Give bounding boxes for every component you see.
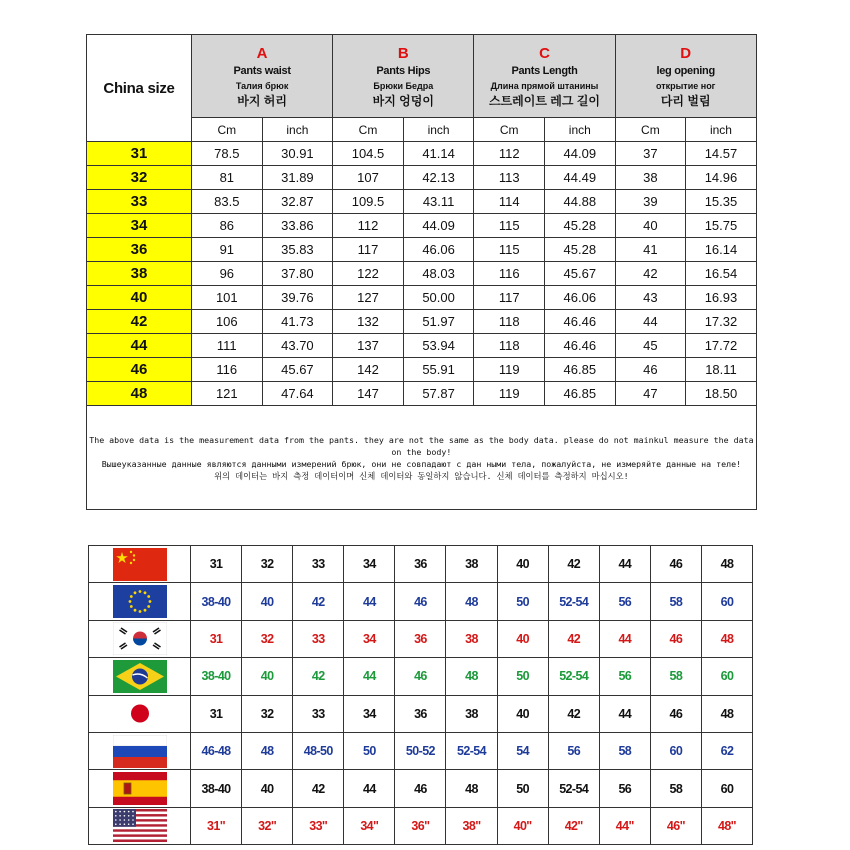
converted-size-cell: 38	[446, 695, 497, 732]
converted-size-cell: 32	[242, 546, 293, 583]
unit-header: inch	[545, 118, 616, 142]
converted-size-cell: 60	[701, 583, 752, 620]
group-label-en: Pants Hips	[376, 65, 431, 77]
converted-size-cell: 32"	[242, 807, 293, 844]
measurement-cell: 17.32	[686, 310, 757, 334]
converted-size-cell: 52-54	[548, 770, 599, 807]
measurement-cell: 119	[474, 382, 545, 406]
converted-size-cell: 58	[599, 732, 650, 769]
conversion-row	[89, 695, 753, 732]
measurement-cell: 37	[615, 142, 686, 166]
conversion-row	[89, 807, 753, 844]
spain-flag-icon	[113, 772, 167, 805]
converted-size-cell: 40	[242, 583, 293, 620]
size-row	[87, 382, 757, 406]
measurement-cell: 16.14	[686, 238, 757, 262]
size-row	[87, 334, 757, 358]
measurement-cell: 43	[615, 286, 686, 310]
group-label-en: Pants Length	[511, 65, 578, 77]
converted-size-cell: 42"	[548, 807, 599, 844]
measurement-cell: 46	[615, 358, 686, 382]
measurement-cell: 114	[474, 190, 545, 214]
china-flag-icon	[113, 548, 167, 581]
measurement-cell: 45.67	[262, 358, 333, 382]
converted-size-cell: 50	[497, 770, 548, 807]
china-size-cell: 34	[87, 214, 192, 238]
measurement-cell: 46.06	[545, 286, 616, 310]
flag-cell	[89, 732, 191, 769]
converted-size-cell: 44	[344, 658, 395, 695]
group-letter: B	[397, 45, 409, 62]
china-size-cell: 44	[87, 334, 192, 358]
measurement-note	[87, 406, 757, 510]
country-size-conversion-table	[88, 545, 753, 845]
converted-size-cell: 38-40	[191, 770, 242, 807]
converted-size-cell: 60	[701, 658, 752, 695]
converted-size-cell: 50	[497, 583, 548, 620]
converted-size-cell: 48-50	[293, 732, 344, 769]
group-letter: C	[539, 45, 550, 62]
measurement-cell: 18.50	[686, 382, 757, 406]
measurement-cell: 42	[615, 262, 686, 286]
measurement-cell: 41	[615, 238, 686, 262]
measurement-cell: 142	[333, 358, 404, 382]
size-table-body	[87, 142, 757, 406]
converted-size-cell: 38	[446, 546, 497, 583]
converted-size-cell: 52-54	[446, 732, 497, 769]
measurement-cell: 96	[192, 262, 263, 286]
eu-flag-icon	[113, 585, 167, 618]
converted-size-cell: 60	[701, 770, 752, 807]
measurement-cell: 45.67	[545, 262, 616, 286]
conversion-row	[89, 732, 753, 769]
converted-size-cell: 44	[599, 546, 650, 583]
russia-flag-icon	[113, 735, 167, 768]
measurement-cell: 55.91	[403, 358, 474, 382]
converted-size-cell: 42	[548, 695, 599, 732]
converted-size-cell: 50-52	[395, 732, 446, 769]
converted-size-cell: 32	[242, 695, 293, 732]
unit-header: Cm	[615, 118, 686, 142]
converted-size-cell: 48	[701, 620, 752, 657]
china-size-cell: 32	[87, 166, 192, 190]
converted-size-cell: 31	[191, 620, 242, 657]
china-size-cell: 38	[87, 262, 192, 286]
converted-size-cell: 48	[446, 658, 497, 695]
group-label-ru: открытие ног	[655, 81, 716, 91]
converted-size-cell: 46	[395, 583, 446, 620]
converted-size-cell: 42	[548, 620, 599, 657]
converted-size-cell: 54	[497, 732, 548, 769]
converted-size-cell: 60	[650, 732, 701, 769]
measurement-cell: 107	[333, 166, 404, 190]
measurement-cell: 117	[333, 238, 404, 262]
unit-header: Cm	[474, 118, 545, 142]
size-row	[87, 190, 757, 214]
converted-size-cell: 40	[497, 695, 548, 732]
converted-size-cell: 40"	[497, 807, 548, 844]
converted-size-cell: 34	[344, 546, 395, 583]
china-size-cell: 31	[87, 142, 192, 166]
converted-size-cell: 44	[599, 695, 650, 732]
measurement-cell: 39.76	[262, 286, 333, 310]
measurement-cell: 109.5	[333, 190, 404, 214]
converted-size-cell: 46	[395, 658, 446, 695]
unit-header: inch	[686, 118, 757, 142]
size-row	[87, 310, 757, 334]
measurement-cell: 57.87	[403, 382, 474, 406]
size-row	[87, 166, 757, 190]
measurement-cell: 46.85	[545, 358, 616, 382]
conversion-row	[89, 583, 753, 620]
group-label-ko: 스트레이트 레그 길이	[489, 94, 600, 108]
converted-size-cell: 34	[344, 620, 395, 657]
measurement-cell: 32.87	[262, 190, 333, 214]
measurement-cell: 119	[474, 358, 545, 382]
measurement-cell: 83.5	[192, 190, 263, 214]
converted-size-cell: 38-40	[191, 658, 242, 695]
group-label-ko: 바지 엉덩이	[372, 94, 434, 108]
measurement-cell: 116	[192, 358, 263, 382]
measurement-cell: 38	[615, 166, 686, 190]
group-label-ko: 다리 벌림	[660, 94, 711, 108]
converted-size-cell: 44	[599, 620, 650, 657]
measurement-cell: 46.06	[403, 238, 474, 262]
measurement-cell: 43.11	[403, 190, 474, 214]
converted-size-cell: 48	[446, 583, 497, 620]
converted-size-cell: 46	[650, 695, 701, 732]
measurement-cell: 50.00	[403, 286, 474, 310]
converted-size-cell: 36	[395, 546, 446, 583]
converted-size-cell: 38	[446, 620, 497, 657]
converted-size-cell: 52-54	[548, 658, 599, 695]
converted-size-cell: 42	[293, 658, 344, 695]
converted-size-cell: 31"	[191, 807, 242, 844]
converted-size-cell: 42	[548, 546, 599, 583]
measurement-cell: 132	[333, 310, 404, 334]
flag-cell	[89, 807, 191, 844]
converted-size-cell: 50	[497, 658, 548, 695]
conversion-table-body	[89, 546, 753, 845]
converted-size-cell: 31	[191, 546, 242, 583]
converted-size-cell: 40	[242, 770, 293, 807]
group-header-b	[333, 35, 474, 118]
measurement-cell: 121	[192, 382, 263, 406]
brazil-flag-icon	[113, 660, 167, 693]
measurement-cell: 44.09	[545, 142, 616, 166]
measurement-cell: 115	[474, 214, 545, 238]
measurement-cell: 78.5	[192, 142, 263, 166]
converted-size-cell: 42	[293, 583, 344, 620]
china-size-cell: 48	[87, 382, 192, 406]
measurement-cell: 44	[615, 310, 686, 334]
china-size-cell: 40	[87, 286, 192, 310]
converted-size-cell: 36	[395, 620, 446, 657]
converted-size-cell: 56	[599, 583, 650, 620]
note-korean: 위의 데이터는 바지 측정 데이터이며 신체 데이터와 동일하지 않습니다. 신체 데이터를 측정하지 마십시오!	[214, 470, 629, 481]
measurement-cell: 17.72	[686, 334, 757, 358]
measurement-cell: 45	[615, 334, 686, 358]
converted-size-cell: 58	[650, 770, 701, 807]
measurement-cell: 45.28	[545, 238, 616, 262]
converted-size-cell: 34"	[344, 807, 395, 844]
converted-size-cell: 33	[293, 546, 344, 583]
converted-size-cell: 56	[599, 658, 650, 695]
measurement-cell: 118	[474, 310, 545, 334]
measurement-cell: 18.11	[686, 358, 757, 382]
flag-cell	[89, 546, 191, 583]
converted-size-cell: 46	[650, 546, 701, 583]
converted-size-cell: 58	[650, 583, 701, 620]
measurement-cell: 101	[192, 286, 263, 310]
measurement-cell: 44.09	[403, 214, 474, 238]
korea-flag-icon	[113, 622, 167, 655]
measurement-cell: 106	[192, 310, 263, 334]
conversion-row	[89, 658, 753, 695]
converted-size-cell: 38-40	[191, 583, 242, 620]
group-header-c	[474, 35, 615, 118]
measurement-cell: 47.64	[262, 382, 333, 406]
converted-size-cell: 33	[293, 695, 344, 732]
converted-size-cell: 32	[242, 620, 293, 657]
measurement-cell: 44.49	[545, 166, 616, 190]
measurement-cell: 15.35	[686, 190, 757, 214]
measurement-cell: 112	[333, 214, 404, 238]
group-letter: D	[680, 45, 692, 62]
measurement-cell: 35.83	[262, 238, 333, 262]
measurement-cell: 86	[192, 214, 263, 238]
measurement-cell: 122	[333, 262, 404, 286]
group-label-ko: 바지 허리	[237, 94, 287, 108]
converted-size-cell: 46-48	[191, 732, 242, 769]
converted-size-cell: 44	[344, 770, 395, 807]
converted-size-cell: 46"	[650, 807, 701, 844]
measurement-cell: 39	[615, 190, 686, 214]
group-label-ru: Талия брюк	[235, 81, 289, 91]
group-letter: A	[256, 45, 268, 62]
flag-cell	[89, 658, 191, 695]
measurement-cell: 117	[474, 286, 545, 310]
converted-size-cell: 42	[293, 770, 344, 807]
flag-cell	[89, 620, 191, 657]
converted-size-cell: 38"	[446, 807, 497, 844]
unit-header: Cm	[192, 118, 263, 142]
converted-size-cell: 58	[650, 658, 701, 695]
measurement-cell: 42.13	[403, 166, 474, 190]
converted-size-cell: 48	[242, 732, 293, 769]
china-size-cell: 46	[87, 358, 192, 382]
measurement-cell: 113	[474, 166, 545, 190]
flag-cell	[89, 695, 191, 732]
converted-size-cell: 44	[344, 583, 395, 620]
conversion-row	[89, 620, 753, 657]
unit-header: Cm	[333, 118, 404, 142]
unit-header: inch	[403, 118, 474, 142]
converted-size-cell: 36"	[395, 807, 446, 844]
measurement-cell: 112	[474, 142, 545, 166]
measurement-cell: 15.75	[686, 214, 757, 238]
measurement-cell: 45.28	[545, 214, 616, 238]
measurement-cell: 31.89	[262, 166, 333, 190]
measurement-cell: 91	[192, 238, 263, 262]
converted-size-cell: 33"	[293, 807, 344, 844]
group-header-d	[615, 35, 756, 118]
size-row	[87, 358, 757, 382]
china-size-header: China size	[87, 35, 192, 142]
measurement-cell: 41.14	[403, 142, 474, 166]
measurement-cell: 118	[474, 334, 545, 358]
group-label-ru: Брюки Бедра	[373, 81, 434, 91]
japan-flag-icon	[113, 697, 167, 730]
converted-size-cell: 36	[395, 695, 446, 732]
measurement-cell: 111	[192, 334, 263, 358]
converted-size-cell: 31	[191, 695, 242, 732]
flag-cell	[89, 770, 191, 807]
note-english: The above data is the measurement data from the pants. they are not the same as the body data. please do not mainkul measure the data on the body!	[89, 434, 754, 457]
converted-size-cell: 44"	[599, 807, 650, 844]
size-row	[87, 238, 757, 262]
note-russian: Вышеуказанные данные являются данными измерений брюк, они не совпадают с дан ными тела, пожалуйста, не измеряйте данные на теле!	[101, 458, 742, 469]
measurement-cell: 51.97	[403, 310, 474, 334]
converted-size-cell: 40	[497, 546, 548, 583]
group-header-a	[192, 35, 333, 118]
measurement-cell: 46.85	[545, 382, 616, 406]
converted-size-cell: 34	[344, 695, 395, 732]
measurement-cell: 147	[333, 382, 404, 406]
converted-size-cell: 62	[701, 732, 752, 769]
measurement-cell: 44.88	[545, 190, 616, 214]
measurement-cell: 40	[615, 214, 686, 238]
china-size-cell: 42	[87, 310, 192, 334]
measurement-cell: 127	[333, 286, 404, 310]
converted-size-cell: 56	[599, 770, 650, 807]
converted-size-cell: 40	[497, 620, 548, 657]
measurement-cell: 41.73	[262, 310, 333, 334]
measurement-cell: 53.94	[403, 334, 474, 358]
group-label-ru: Длина прямой штанины	[490, 81, 599, 91]
conversion-row	[89, 546, 753, 583]
measurement-cell: 48.03	[403, 262, 474, 286]
converted-size-cell: 40	[242, 658, 293, 695]
converted-size-cell: 46	[650, 620, 701, 657]
converted-size-cell: 48	[446, 770, 497, 807]
measurement-cell: 47	[615, 382, 686, 406]
measurement-cell: 14.96	[686, 166, 757, 190]
converted-size-cell: 46	[395, 770, 446, 807]
unit-header: inch	[262, 118, 333, 142]
converted-size-cell: 56	[548, 732, 599, 769]
conversion-row	[89, 770, 753, 807]
measurement-cell: 43.70	[262, 334, 333, 358]
measurement-cell: 33.86	[262, 214, 333, 238]
china-size-cell: 33	[87, 190, 192, 214]
measurement-cell: 37.80	[262, 262, 333, 286]
measurement-cell: 104.5	[333, 142, 404, 166]
converted-size-cell: 48	[701, 546, 752, 583]
size-row	[87, 286, 757, 310]
size-measurement-table	[86, 34, 757, 510]
measurement-cell: 30.91	[262, 142, 333, 166]
size-row	[87, 262, 757, 286]
measurement-cell: 115	[474, 238, 545, 262]
size-row	[87, 214, 757, 238]
converted-size-cell: 52-54	[548, 583, 599, 620]
usa-flag-icon	[113, 809, 167, 842]
size-row	[87, 142, 757, 166]
converted-size-cell: 48"	[701, 807, 752, 844]
measurement-cell: 14.57	[686, 142, 757, 166]
measurement-cell: 16.54	[686, 262, 757, 286]
flag-cell	[89, 583, 191, 620]
measurement-cell: 16.93	[686, 286, 757, 310]
measurement-cell: 46.46	[545, 334, 616, 358]
measurement-cell: 81	[192, 166, 263, 190]
converted-size-cell: 48	[701, 695, 752, 732]
measurement-cell: 46.46	[545, 310, 616, 334]
converted-size-cell: 33	[293, 620, 344, 657]
converted-size-cell: 50	[344, 732, 395, 769]
measurement-cell: 137	[333, 334, 404, 358]
china-size-cell: 36	[87, 238, 192, 262]
measurement-cell: 116	[474, 262, 545, 286]
group-label-en: leg opening	[656, 65, 715, 77]
group-label-en: Pants waist	[233, 65, 291, 77]
